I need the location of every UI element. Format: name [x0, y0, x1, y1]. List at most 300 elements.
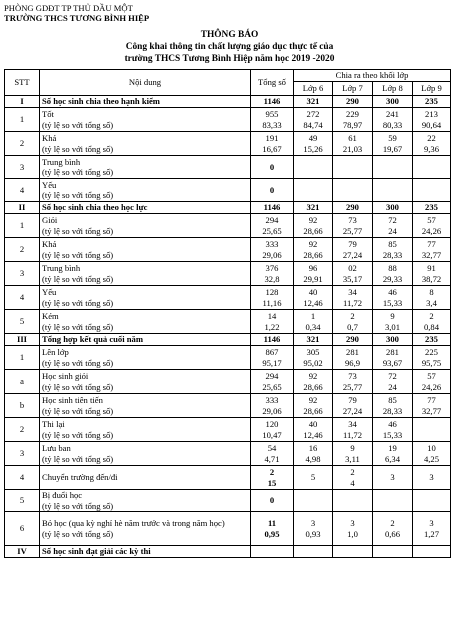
grade-cell: [294, 418, 333, 442]
row-label: Số học sinh đạt giải các kỳ thi: [40, 546, 251, 558]
grade-count: 85: [388, 395, 397, 406]
grade-cell: [413, 214, 451, 238]
grade-count: 2: [350, 311, 355, 322]
header-grade-group: Chia ra theo khối lớp: [294, 70, 451, 82]
grade-cell: [333, 490, 373, 512]
grade-percent: 95,75: [421, 357, 442, 368]
grade-cell: [294, 286, 333, 310]
total-percent: 4,71: [264, 453, 280, 464]
grade-percent: 11,72: [342, 429, 363, 440]
row-stt: 3: [5, 442, 40, 466]
row-label-sub: (tỷ lệ so với tổng số): [42, 119, 114, 130]
grade-count: 57: [427, 215, 436, 226]
table-row: [5, 418, 451, 442]
row-total: 1146: [251, 334, 294, 346]
grade-count: 72: [388, 215, 397, 226]
grade-percent: 28,33: [382, 249, 403, 260]
row-label: Tổng hợp kết quả cuối năm: [40, 334, 251, 346]
grade-percent: 12,46: [303, 429, 323, 440]
grade-count: 8: [429, 287, 434, 298]
grade-cell: [333, 238, 373, 262]
grade-cell: [373, 214, 413, 238]
grade-percent: 38,72: [421, 273, 442, 284]
table-row: [5, 262, 451, 286]
department-name: PHÒNG GDĐT TP THỦ DẦU MỘT: [4, 3, 133, 13]
grade-count: 305: [306, 347, 320, 358]
grade-cell: [413, 132, 451, 156]
grade-cell: [333, 179, 373, 202]
grade-count: 85: [388, 239, 397, 250]
total-count: 191: [265, 133, 279, 144]
grade-value: 235: [413, 202, 451, 214]
grade-count: 34: [348, 287, 357, 298]
grade-cell: [373, 286, 413, 310]
grade-count: 49: [308, 133, 318, 144]
header-grade-8: Lớp 8: [373, 82, 413, 96]
row-label-sub: (tỷ lệ so với tổng số): [42, 249, 114, 260]
grade-percent: 32,77: [421, 249, 442, 260]
row-total: [251, 442, 294, 466]
grade-percent: 19,67: [382, 143, 403, 154]
grade-percent: 90,64: [421, 119, 442, 130]
row-label: [40, 132, 251, 156]
grade-percent: 28,33: [382, 405, 403, 416]
grade-value: [294, 546, 333, 558]
row-label: [40, 238, 251, 262]
table-row: [5, 346, 451, 370]
header-grade-6: Lớp 6: [294, 82, 333, 96]
table-row: [5, 370, 451, 394]
grade-cell: [413, 108, 451, 132]
row-stt: 1: [5, 214, 40, 238]
grade-percent: 84,74: [303, 119, 323, 130]
grade-percent: 21,03: [342, 143, 363, 154]
total-count: 0: [269, 184, 275, 195]
grade-percent: 28,66: [303, 249, 323, 260]
total-percent: 16,67: [262, 143, 282, 154]
grade-count: 92: [308, 395, 318, 406]
total-count: 11: [267, 518, 277, 529]
grade-cell: [373, 512, 413, 546]
grade-percent: 0,66: [384, 528, 401, 539]
grade-percent: 25,77: [342, 225, 363, 236]
table-header-row: [5, 70, 451, 82]
row-label-sub: (tỷ lệ so với tổng số): [42, 405, 114, 416]
row-label-sub: (tỷ lệ so với tổng số): [42, 528, 114, 539]
grade-cell: [333, 214, 373, 238]
row-label-sub: (tỷ lệ so với tổng số): [42, 225, 114, 236]
grade-cell: [373, 442, 413, 466]
grade-count: 73: [348, 371, 357, 382]
row-stt: 5: [5, 310, 40, 334]
table-row: [5, 238, 451, 262]
total-count: 0: [269, 161, 275, 172]
row-label-sub: (tỷ lệ so với tổng số): [42, 500, 114, 511]
row-stt: 2: [5, 418, 40, 442]
grade-cell: [294, 214, 333, 238]
row-label: [40, 262, 251, 286]
grade-count: 9: [350, 443, 355, 454]
row-total: 1146: [251, 202, 294, 214]
row-stt: IV: [5, 546, 40, 558]
grade-value: [413, 546, 451, 558]
grade-value: [373, 546, 413, 558]
grade-count: 40: [308, 419, 318, 430]
grade-percent: 35,17: [342, 273, 363, 284]
row-total: [251, 512, 294, 546]
grade-percent: 1,0: [347, 528, 358, 539]
row-total: [251, 262, 294, 286]
grade-cell: [413, 418, 451, 442]
section-row: [5, 202, 451, 214]
table-row: [5, 179, 451, 202]
grade-count: 61: [348, 133, 357, 144]
row-total: [251, 370, 294, 394]
grade-cell: [373, 418, 413, 442]
total-count: 376: [265, 263, 279, 274]
grade-count: 225: [425, 347, 438, 358]
grade-cell: [333, 370, 373, 394]
notice-title: THÔNG BÁO: [200, 30, 259, 40]
row-total: [251, 286, 294, 310]
total-percent: 10,47: [262, 429, 282, 440]
row-label: [40, 466, 251, 490]
row-label: [40, 214, 251, 238]
grade-cell: [373, 262, 413, 286]
row-label: [40, 108, 251, 132]
grade-percent: 32,77: [421, 405, 442, 416]
grade-value: 300: [373, 96, 413, 108]
row-stt: 2: [5, 238, 40, 262]
row-total: [251, 466, 294, 490]
row-total: [251, 418, 294, 442]
row-label-text: Học sinh tiên tiến: [42, 395, 103, 406]
grade-count: 281: [346, 347, 359, 358]
row-label-text: Lên lớp: [42, 347, 69, 358]
grade-count: 92: [308, 371, 318, 382]
grade-percent: 93,67: [382, 357, 403, 368]
grade-value: 300: [373, 334, 413, 346]
grade-count: 3: [429, 518, 434, 529]
grade-percent: 4,98: [305, 453, 321, 464]
grade-count: 272: [306, 109, 320, 120]
grade-percent: 28,66: [303, 405, 323, 416]
total-percent: 0,95: [264, 528, 280, 539]
grade-cell: [373, 156, 413, 179]
grade-cell: [294, 346, 333, 370]
grade-count: 72: [388, 371, 397, 382]
school-name: TRƯỜNG THCS TƯƠNG BÌNH HIỆP: [4, 13, 150, 23]
row-stt: 4: [5, 286, 40, 310]
total-percent: 29,06: [262, 249, 282, 260]
section-row: [5, 334, 451, 346]
row-label-text: Yếu: [42, 287, 57, 298]
total-count: 0: [269, 495, 275, 506]
grade-cell: [294, 132, 333, 156]
grade-value: 290: [333, 202, 373, 214]
grade-count: 1: [310, 311, 316, 322]
table-row: [5, 466, 451, 490]
header-grade-9: Lớp 9: [413, 82, 451, 96]
grade-cell: [413, 179, 451, 202]
row-label: [40, 512, 251, 546]
row-stt: 2: [5, 132, 40, 156]
grade-value: 235: [413, 96, 451, 108]
section-row: [5, 96, 451, 108]
grade-cell: [373, 310, 413, 334]
row-stt: 3: [5, 156, 40, 179]
grade-count: 40: [308, 287, 318, 298]
grade-cell: [373, 394, 413, 418]
row-label-text: Yếu: [42, 179, 57, 190]
grade-value: [333, 546, 373, 558]
grade-count: 57: [427, 371, 436, 382]
row-label: [40, 156, 251, 179]
grade-cell: [413, 238, 451, 262]
grade-cell: [373, 238, 413, 262]
grade-count: 02: [348, 263, 357, 274]
grade-cell: [413, 490, 451, 512]
grade-percent: 11,72: [342, 297, 363, 308]
grade-cell: [373, 370, 413, 394]
total-count: 333: [265, 239, 279, 250]
grade-count: 2: [390, 518, 395, 529]
row-stt: III: [5, 334, 40, 346]
row-label: [40, 418, 251, 442]
grade-count: 3: [310, 518, 316, 529]
grade-count: 91: [427, 263, 436, 274]
grade-cell: [333, 156, 373, 179]
row-total: [251, 179, 294, 202]
grade-percent: 15,33: [382, 429, 403, 440]
row-label: [40, 394, 251, 418]
row-label: [40, 179, 251, 202]
header-content: Nội dung: [40, 70, 251, 96]
grade-cell: [413, 310, 451, 334]
grade-cell: [413, 262, 451, 286]
grade-count: 16: [308, 443, 318, 454]
grade-percent: 28,66: [303, 381, 323, 392]
grade-cell: [373, 108, 413, 132]
row-total: [251, 394, 294, 418]
grade-count: 281: [386, 347, 399, 358]
grade-count: 92: [308, 239, 318, 250]
total-percent: 15: [267, 477, 277, 488]
row-label-text: Giỏi: [42, 215, 58, 226]
grade-cell: [294, 179, 333, 202]
row-total: [251, 346, 294, 370]
grade-count: 96: [308, 263, 318, 274]
total-percent: 83,33: [262, 119, 282, 130]
row-label: Số học sinh chia theo hạnh kiểm: [40, 96, 251, 108]
grade-cell: [294, 370, 333, 394]
grade-count: 73: [348, 215, 357, 226]
header-stt: STT: [5, 70, 40, 96]
row-label: [40, 310, 251, 334]
grade-value: 290: [333, 96, 373, 108]
grade-count: 88: [388, 263, 397, 274]
notice-subtitle-line2: trường THCS Tương Bình Hiệp năm học 2019 -2020: [124, 54, 335, 64]
row-label-text: Học sinh giỏi: [42, 371, 89, 382]
grade-cell: [373, 132, 413, 156]
grade-count: 34: [348, 419, 357, 430]
grade-percent: 24: [388, 225, 397, 236]
grade-percent: 95,02: [303, 357, 323, 368]
table-row: [5, 310, 451, 334]
grade-cell: [333, 466, 373, 490]
grade-count: 59: [388, 133, 397, 144]
total-count: 294: [265, 215, 279, 226]
total-count: 14: [267, 311, 277, 322]
grade-percent: 80,33: [382, 119, 403, 130]
row-label: [40, 442, 251, 466]
grade-cell: [333, 418, 373, 442]
total-count: 294: [265, 371, 279, 382]
grade-percent: 3: [390, 472, 395, 483]
row-total: [251, 546, 294, 558]
section-row: [5, 546, 451, 558]
row-label: Số học sinh chia theo học lực: [40, 202, 251, 214]
row-total: [251, 132, 294, 156]
row-label-sub: (tỷ lệ so với tổng số): [42, 167, 114, 177]
grade-percent: 29,91: [303, 273, 323, 284]
grade-count: 77: [427, 395, 436, 406]
row-stt: 1: [5, 108, 40, 132]
row-label-sub: (tỷ lệ so với tổng số): [42, 357, 114, 368]
grade-count: 46: [388, 287, 397, 298]
grade-percent: 5: [310, 472, 316, 483]
grade-percent: 0,34: [305, 321, 321, 332]
row-label-sub: (tỷ lệ so với tổng số): [42, 453, 114, 464]
grade-percent: 15,33: [382, 297, 403, 308]
row-label-text: Chuyển trường đến/đi: [42, 472, 118, 483]
row-label-text: Lưu ban: [42, 443, 71, 454]
table-row: [5, 490, 451, 512]
grade-percent: 24,26: [421, 225, 442, 236]
row-stt: 1: [5, 346, 40, 370]
grade-count: 229: [346, 109, 359, 120]
grade-count: 19: [388, 443, 397, 454]
grade-percent: 12,46: [303, 297, 323, 308]
total-percent: 32,8: [264, 273, 280, 284]
grade-count: 9: [390, 311, 395, 322]
grade-percent: 4: [350, 477, 355, 488]
grade-cell: [333, 442, 373, 466]
row-stt: a: [5, 370, 40, 394]
grade-cell: [294, 442, 333, 466]
table-row: [5, 442, 451, 466]
quality-table: [4, 69, 451, 558]
grade-count: 22: [427, 133, 436, 144]
grade-cell: [294, 512, 333, 546]
grade-cell: [333, 132, 373, 156]
grade-cell: [373, 346, 413, 370]
row-label-sub: (tỷ lệ so với tổng số): [42, 273, 114, 284]
row-total: [251, 156, 294, 179]
grade-percent: 3,11: [345, 453, 360, 464]
row-stt: 6: [5, 512, 40, 546]
grade-percent: 78,97: [342, 119, 363, 130]
row-total: [251, 108, 294, 132]
grade-cell: [294, 156, 333, 179]
row-label-text: Thi lại: [42, 419, 65, 430]
header-total: Tổng số: [251, 70, 294, 96]
grade-count: 77: [427, 239, 436, 250]
table-row: [5, 394, 451, 418]
total-percent: 95,17: [262, 357, 282, 368]
row-total: [251, 214, 294, 238]
grade-count: 2: [429, 311, 434, 322]
total-count: 54: [267, 443, 277, 454]
grade-cell: [413, 370, 451, 394]
grade-percent: 6,34: [384, 453, 401, 464]
grade-cell: [333, 310, 373, 334]
grade-count: 79: [348, 239, 357, 250]
grade-count: 2: [350, 467, 355, 478]
grade-percent: 0,93: [305, 528, 321, 539]
grade-value: 290: [333, 334, 373, 346]
table-row: [5, 108, 451, 132]
grade-cell: [294, 262, 333, 286]
grade-cell: [333, 286, 373, 310]
grade-percent: 27,24: [342, 405, 363, 416]
row-label-text: Khá: [42, 133, 57, 144]
row-label: [40, 286, 251, 310]
notice-subtitle-line1: Công khai thông tin chất lượng giáo dục thực tế của: [125, 42, 334, 52]
grade-cell: [413, 346, 451, 370]
grade-percent: 4,25: [423, 453, 440, 464]
total-percent: 1,22: [264, 321, 280, 332]
table-row: [5, 214, 451, 238]
row-label-text: Trung bình: [42, 263, 81, 274]
table-row: [5, 132, 451, 156]
grade-cell: [333, 512, 373, 546]
grade-cell: [413, 394, 451, 418]
row-stt: 4: [5, 179, 40, 202]
row-label: [40, 370, 251, 394]
grade-value: 321: [294, 334, 333, 346]
grade-cell: [413, 512, 451, 546]
grade-cell: [413, 466, 451, 490]
grade-value: 300: [373, 202, 413, 214]
row-label-text: Bỏ học (qua kỳ nghỉ hè năm trước và trong năm học): [42, 518, 225, 529]
grade-percent: 29,33: [382, 273, 403, 284]
grade-count: 10: [427, 443, 436, 454]
row-label-text: Bị đuổi học: [42, 490, 83, 501]
grade-percent: 28,66: [303, 225, 323, 236]
row-label-sub: (tỷ lệ so với tổng số): [42, 381, 114, 392]
grade-cell: [333, 108, 373, 132]
row-label-sub: (tỷ lệ so với tổng số): [42, 190, 114, 200]
total-count: 120: [265, 419, 279, 430]
grade-cell: [373, 179, 413, 202]
grade-value: 235: [413, 334, 451, 346]
grade-count: 46: [388, 419, 397, 430]
total-count: 2: [269, 467, 275, 478]
total-count: 867: [265, 347, 279, 358]
total-percent: 29,06: [262, 405, 282, 416]
grade-cell: [413, 442, 451, 466]
row-label-text: Tốt: [42, 109, 54, 120]
grade-percent: 27,24: [342, 249, 363, 260]
grade-cell: [294, 238, 333, 262]
grade-cell: [333, 262, 373, 286]
row-label: [40, 490, 251, 512]
table-row: [5, 512, 451, 546]
grade-cell: [294, 466, 333, 490]
row-stt: 4: [5, 466, 40, 490]
total-count: 128: [265, 287, 279, 298]
